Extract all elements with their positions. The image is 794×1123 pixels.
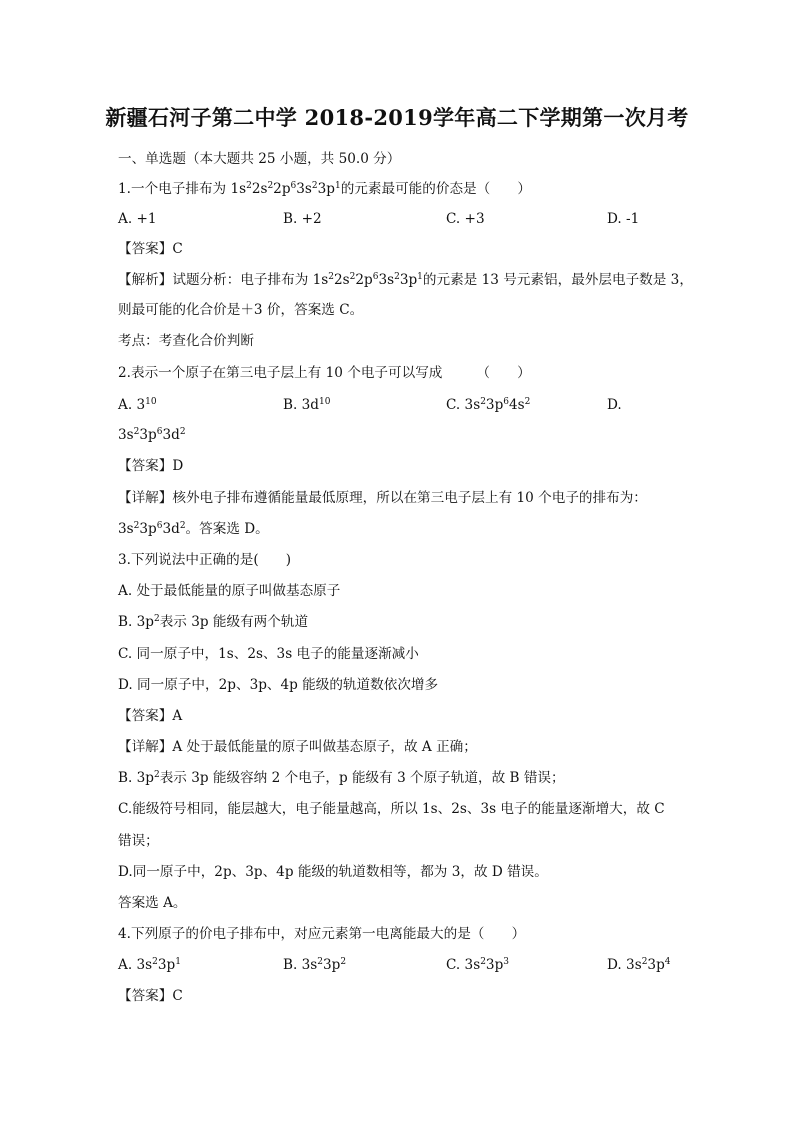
- q2-option-a: A. $3^{10}$: [118, 397, 157, 413]
- question-4-stem: 4.下列原子的价电子排布中，对应元素第一电离能最大的是（ ）: [118, 926, 526, 942]
- q1-option-a: A. +1: [118, 211, 157, 227]
- page-title: 新疆石河子第二中学 2018-2019学年高二下学期第一次月考: [105, 105, 689, 130]
- q2-option-d-value: $3s^23p^63d^2$: [118, 427, 186, 443]
- q2-option-b: B. $3d^{10}$: [283, 397, 331, 413]
- q3-detail-line-3: C.能级符号相同，能层越大，电子能量越高，所以 1s、2s、3s 电子的能量逐渐增大，故 C: [118, 801, 665, 817]
- q1-option-b: B. +2: [283, 211, 322, 227]
- q2-option-d-label: D.: [607, 397, 622, 413]
- q1-answer: 【答案】C: [118, 241, 183, 257]
- question-3-stem: 3.下列说法中正确的是( ): [118, 552, 292, 568]
- q2-detail-line-2: $3s^23p^63d^2$。答案选 D。: [118, 521, 269, 537]
- q3-option-a: A. 处于最低能量的原子叫做基态原子: [118, 583, 341, 599]
- q4-option-c: C. $3s^23p^3$: [446, 957, 510, 973]
- q3-option-b: B. $3p^2$表示 3p 能级有两个轨道: [118, 614, 309, 630]
- q1-option-d: D. -1: [607, 211, 640, 227]
- question-1-stem: 1.一个电子排布为 $1s^22s^22p^63s^23p^1$的元素最可能的价态是（ ）: [118, 181, 532, 197]
- q3-detail-line-4: 错误；: [118, 833, 159, 849]
- q1-kaodian: 考点：考查化合价判断: [118, 333, 254, 349]
- q3-conclusion: 答案选 A。: [118, 895, 187, 911]
- section-heading: 一、单选题（本大题共 25 小题，共 50.0 分）: [118, 151, 401, 167]
- q4-option-a: A. $3s^23p^1$: [118, 957, 181, 973]
- q4-answer: 【答案】C: [118, 988, 183, 1004]
- q2-option-c: C. $3s^23p^64s^2$: [446, 397, 531, 413]
- q3-detail-line-2: B. $3p^2$表示 3p 能级容纳 2 个电子，p 能级有 3 个原子轨道，故 B 错误；: [118, 770, 565, 786]
- q1-option-c: C. +3: [446, 211, 485, 227]
- q3-detail-line-5: D.同一原子中，2p、3p、4p 能级的轨道数相等，都为 3，故 D 错误。: [118, 864, 548, 880]
- q4-option-b: B. $3s^23p^2$: [283, 957, 347, 973]
- question-2-stem: 2.表示一个原子在第三电子层上有 10 个电子可以写成 （ ）: [118, 365, 531, 381]
- q2-answer: 【答案】D: [118, 458, 184, 474]
- q3-option-c: C. 同一原子中，1s、2s、3s 电子的能量逐渐减小: [118, 646, 419, 662]
- q4-option-d: D. $3s^23p^4$: [607, 957, 671, 973]
- q1-analysis-line-1: 【解析】试题分析：电子排布为 $1s^22s^22p^63s^23p^1$的元素是 13 号元素铝，最外层电子数是 3，: [118, 272, 693, 288]
- q3-answer: 【答案】A: [118, 708, 183, 724]
- q3-detail-line-1: 【详解】A 处于最低能量的原子叫做基态原子，故 A 正确；: [118, 739, 477, 755]
- q3-option-d: D. 同一原子中，2p、3p、4p 能级的轨道数依次增多: [118, 677, 439, 693]
- q2-detail-line-1: 【详解】核外电子排布遵循能量最低原理，所以在第三电子层上有 10 个电子的排布为：: [118, 490, 647, 506]
- q1-analysis-line-2: 则最可能的化合价是＋3 价，答案选 C。: [118, 302, 364, 318]
